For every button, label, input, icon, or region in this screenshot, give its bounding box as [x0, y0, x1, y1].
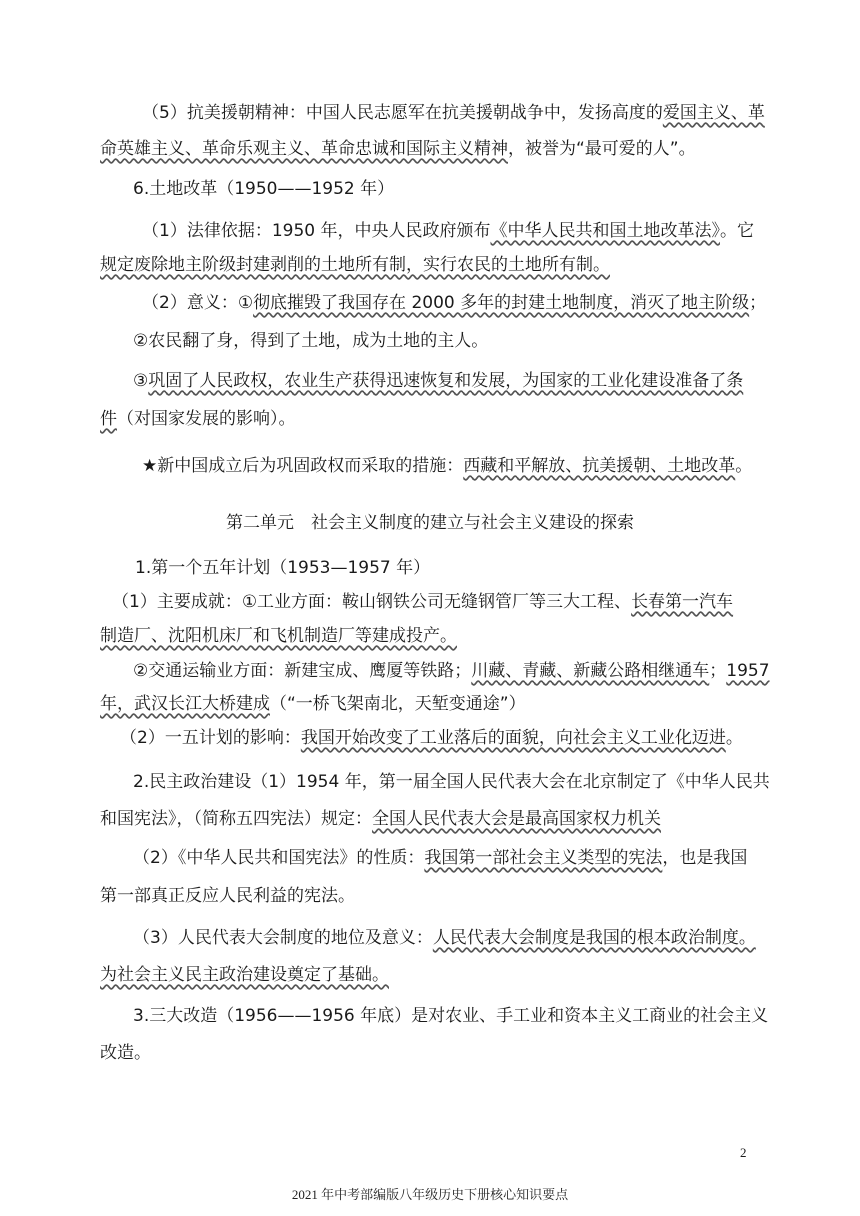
key-point-text: 西藏和平解放、抗美援朝、土地改革	[463, 456, 736, 476]
body-text: （2）《中华人民共和国宪法》的性质：	[133, 848, 425, 868]
text-line	[100, 692, 765, 716]
key-point-text: 件	[100, 409, 117, 429]
body-text: （2）一五计划的影响：	[120, 728, 301, 748]
body-text: （2）意义：①	[142, 293, 254, 313]
page-number: 2	[740, 1145, 747, 1160]
body-text: （“一桥飞架南北，天堑变通途”）	[270, 694, 526, 714]
key-point-text: 川藏、青藏、新藏公路相继通车	[471, 661, 710, 681]
body-text: （5）抗美援朝精神：中国人民志愿军在抗美援朝战争中，发扬高度的	[142, 103, 663, 123]
key-point-text: 我国第一部社会主义类型的宪法	[424, 848, 663, 868]
text-line	[100, 1041, 765, 1065]
key-point-text: 命英雄主义、革命乐观主义、革命忠诚和国际主义精神	[100, 139, 508, 159]
key-point-text: 全国人民代表大会是最高国家权力机关	[372, 809, 661, 829]
body-text: （3）人民代表大会制度的地位及意义：	[133, 928, 433, 948]
body-text: ★新中国成立后为巩固政权而采取的措施：	[142, 456, 464, 476]
key-point-text: 《中华人民共和国土地改革法》	[490, 221, 720, 241]
text-line	[133, 177, 765, 201]
text-line	[120, 726, 765, 750]
body-text: （1）法律依据：1950 年，中央人民政府颁布	[142, 221, 491, 241]
body-text: ③	[133, 371, 149, 391]
body-text: 和国宪法》，（简称五四宪法）规定：	[100, 809, 372, 829]
text-line	[142, 219, 765, 243]
text-line	[133, 846, 765, 870]
key-point-text: 为社会主义民主政治建设奠定了基础。	[100, 965, 389, 985]
body-text: 。	[735, 456, 753, 476]
key-point-text: 人民代表大会制度是我国的根本政治制度。	[432, 928, 756, 948]
body-text: 。它	[719, 221, 754, 241]
body-text: 第一部真正反应人民利益的宪法。	[100, 886, 355, 906]
text-line	[133, 659, 770, 683]
text-line	[142, 291, 765, 315]
text-line	[100, 807, 765, 831]
text-line	[133, 770, 770, 794]
body-text: 2.民主政治建设（1）1954 年，第一届全国人民代表大会在北京制定了《中华人民共	[133, 772, 770, 792]
text-line	[133, 926, 765, 950]
text-line	[135, 556, 765, 580]
text-line	[142, 101, 765, 125]
text-line	[100, 884, 765, 908]
body-text: 改造。	[100, 1043, 151, 1063]
text-line	[133, 1004, 769, 1028]
body-text: ；	[709, 661, 727, 681]
body-text: 1.第一个五年计划（1953—1957 年）	[135, 558, 431, 578]
key-point-text: 巩固了人民政权，农业生产获得迅速恢复和发展，为国家的工业化建设准备了条	[148, 371, 744, 391]
text-line	[100, 407, 765, 431]
body-text: （1）主要成就：①工业方面：鞍山钢铁公司无缝钢管厂等三大工程、	[112, 592, 632, 612]
key-point-text: 长春第一汽车	[631, 592, 734, 612]
text-line	[100, 624, 765, 648]
key-point-text: 我国开始改变了工业落后的面貌，向社会主义工业化迈进	[300, 728, 726, 748]
text-line	[142, 454, 765, 478]
text-line	[100, 137, 765, 161]
body-text: 第二单元 社会主义制度的建立与社会主义建设的探索	[226, 513, 634, 533]
key-point-text: 年，武汉长江大桥建成	[100, 694, 270, 714]
body-text: ，也是我国	[662, 848, 748, 868]
text-line	[100, 963, 765, 987]
body-text: 。	[725, 728, 743, 748]
body-text: 3.三大改造（1956——1956 年底）是对农业、手工业和资本主义工商业的社会主义	[133, 1006, 769, 1026]
key-point-text: 爱国主义、革	[662, 103, 765, 123]
body-text: ②交通运输业方面：新建宝成、鹰厦等铁路；	[133, 661, 472, 681]
page-footer: 2021 年中考部编版八年级历史下册核心知识要点	[291, 1187, 569, 1202]
text-line	[112, 590, 765, 614]
body-text: 6.土地改革（1950——1952 年）	[133, 179, 395, 199]
key-point-text: 制造厂、沈阳机床厂和飞机制造厂等建成投产。	[100, 626, 457, 646]
body-text: ，被誉为“最可爱的人”。	[508, 139, 696, 159]
text-line	[133, 329, 765, 353]
body-text: ；	[749, 293, 767, 313]
key-point-text: 规定废除地主阶级封建剥削的土地所有制，实行农民的土地所有制。	[100, 255, 610, 275]
key-point-text: 1957	[726, 661, 770, 681]
body-text: （对国家发展的影响）。	[117, 409, 296, 429]
section-heading	[0, 511, 860, 535]
body-text: ②农民翻了身，得到了土地，成为土地的主人。	[133, 331, 489, 351]
key-point-text: 彻底摧毁了我国存在 2000 多年的封建土地制度，消灭了地主阶级	[253, 293, 750, 313]
text-line	[100, 253, 765, 277]
text-line	[133, 369, 765, 393]
